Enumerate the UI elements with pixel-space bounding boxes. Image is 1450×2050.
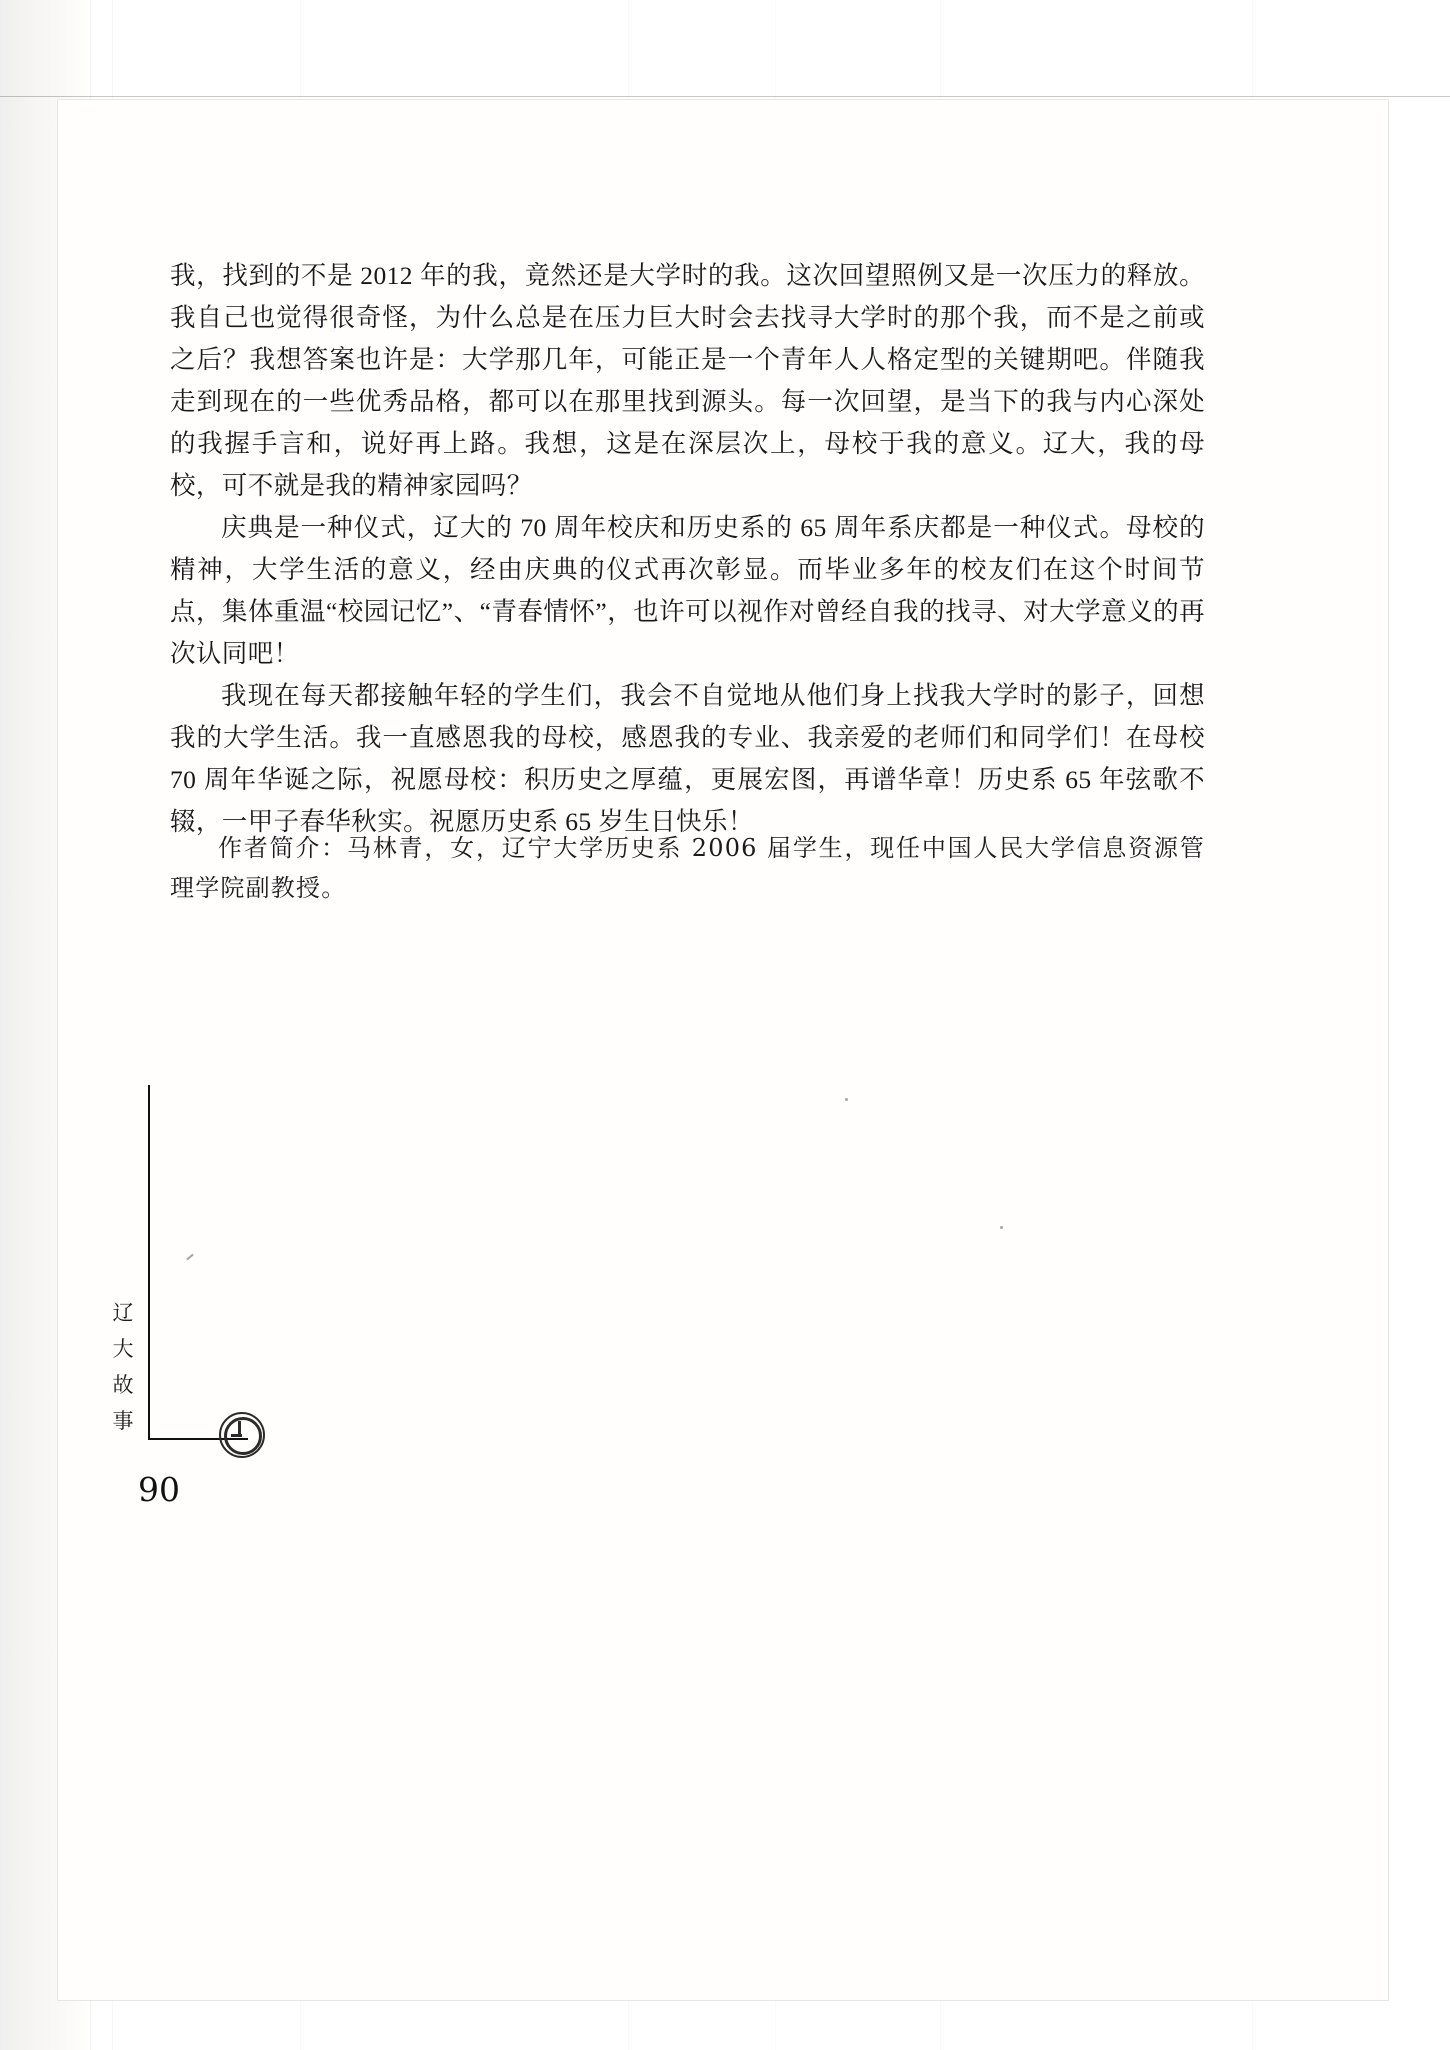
running-side-label: 辽大故事	[112, 1301, 134, 1433]
author-bio: 作者简介：马林青，女，辽宁大学历史系 2006 届学生，现任中国人民大学信息资源管理学院副教授。	[170, 834, 1205, 902]
corner-rule-vertical	[148, 1085, 150, 1440]
book-emblem-icon	[219, 1412, 265, 1458]
scan-speck	[1000, 1226, 1003, 1229]
paragraph: 我现在每天都接触年轻的学生们，我会不自觉地从他们身上找我大学时的影子，回想我的大学生活。我一直感恩我的母校，感恩我的专业、我亲爱的老师们和同学们！在母校 70 周年华诞之际，祝愿母校：积历史之厚蕴，更展宏图，再谱华章！历史系 65 年弦歌不辍，一甲子春华秋实。祝愿历史系 65 岁生日快乐！	[170, 681, 1205, 836]
scan-speck	[845, 1098, 848, 1101]
author-bio-block	[170, 828, 1205, 908]
page-number: 90	[138, 1470, 180, 1509]
page-top-edge	[0, 96, 1450, 97]
paragraph: 我，找到的不是 2012 年的我，竟然还是大学时的我。这次回望照例又是一次压力的释放。我自己也觉得很奇怪，为什么总是在压力巨大时会去找寻大学时的那个我，而不是之前或之后？我想答案也许是：大学那几年，可能正是一个青年人人格定型的关键期吧。伴随我走到现在的一些优秀品格，都可以在那里找到源头。每一次回望，是当下的我与内心深处的我握手言和，说好再上路。我想，这是在深层次上，母校于我的意义。辽大，我的母校，可不就是我的精神家园吗？	[170, 261, 1205, 500]
paragraph: 庆典是一种仪式，辽大的 70 周年校庆和历史系的 65 周年系庆都是一种仪式。母校的精神，大学生活的意义，经由庆典的仪式再次彰显。而毕业多年的校友们在这个时间节点，集体重温“校园记忆”、“青春情怀”，也许可以视作对曾经自我的找寻、对大学意义的再次认同吧！	[170, 513, 1205, 668]
body-text-column	[170, 255, 1205, 843]
